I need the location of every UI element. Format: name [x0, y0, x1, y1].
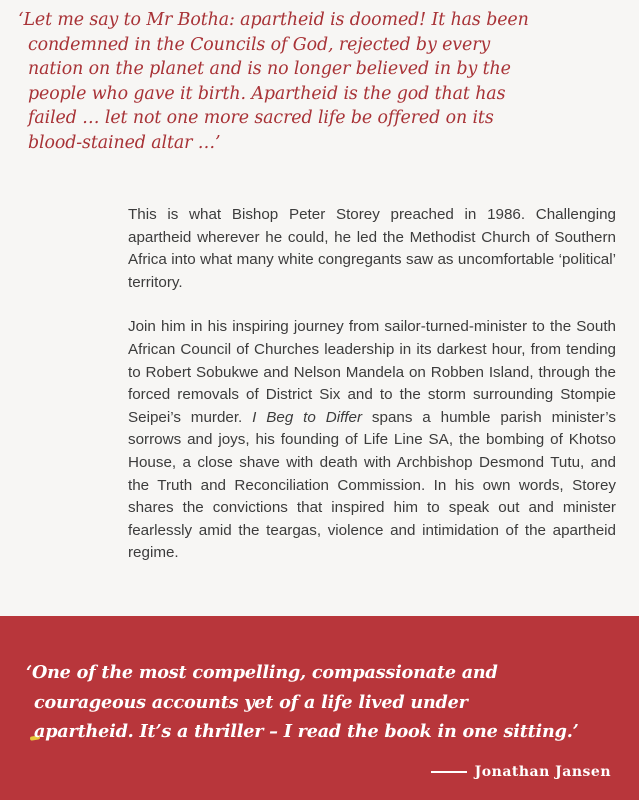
quote-line: blood-stained altar …’: [28, 132, 221, 153]
opening-pull-quote: [18, 8, 632, 155]
quote-line: people who gave it birth. Apartheid is the god that has: [28, 83, 506, 104]
quote-line: condemned in the Councils of God, rejected by every: [28, 34, 491, 55]
book-title: I Beg to Differ: [252, 408, 363, 426]
endorsement-band: [0, 616, 639, 800]
quote-line: failed … let not one more sacred life be offered on its: [28, 108, 494, 128]
description-paragraph-1: This is what Bishop Peter Storey preached in 1986. Challenging apartheid wherever he could, he led the Methodist Church of Southern Africa into what many white congregants saw as uncomfortable ‘political’ territory.: [128, 206, 616, 291]
endorsement-line: courageous accounts yet of a life lived under: [34, 691, 468, 713]
attribution-name: Jonathan Jansen: [474, 764, 611, 780]
endorsement-line: ‘One of the most compelling, compassionate and: [26, 662, 498, 683]
endorsement-quote: [26, 658, 630, 747]
open-quote-mark: ‘: [26, 662, 32, 683]
endorsement-line: apartheid. It’s a thriller – I read the book in one sitting.’: [34, 721, 579, 742]
open-quote-mark: ‘: [18, 10, 24, 30]
quote-line: ‘Let me say to Mr Botha: apartheid is doomed! It has been: [18, 10, 529, 30]
em-dash-rule: [431, 771, 467, 773]
quote-line: nation on the planet and is no longer believed in by the: [28, 59, 511, 79]
endorsement-attribution: [431, 764, 611, 780]
description-paragraph-2: Join him in his inspiring journey from sailor-turned-minister to the South African Council of Churches leadership in its darkest hour, from tending to Robert Sobukwe and Nelson Mandela on Robben Island, through the forced removals of District Six and to the storm surrounding Stompie Seipei’s murder. I Beg to Differ spans a humble parish minister’s sorrows and joys, his founding of Life Line SA, the bombing of Khotso House, a close shave with death with Archbishop Desmond Tutu, and the Truth and Reconciliation Commission. In his own words, Storey shares the convictions that inspired him to speak out and minister fearlessly amid the teargas, violence and intimidation of the apartheid regime.: [128, 318, 616, 562]
book-description: [128, 204, 616, 587]
